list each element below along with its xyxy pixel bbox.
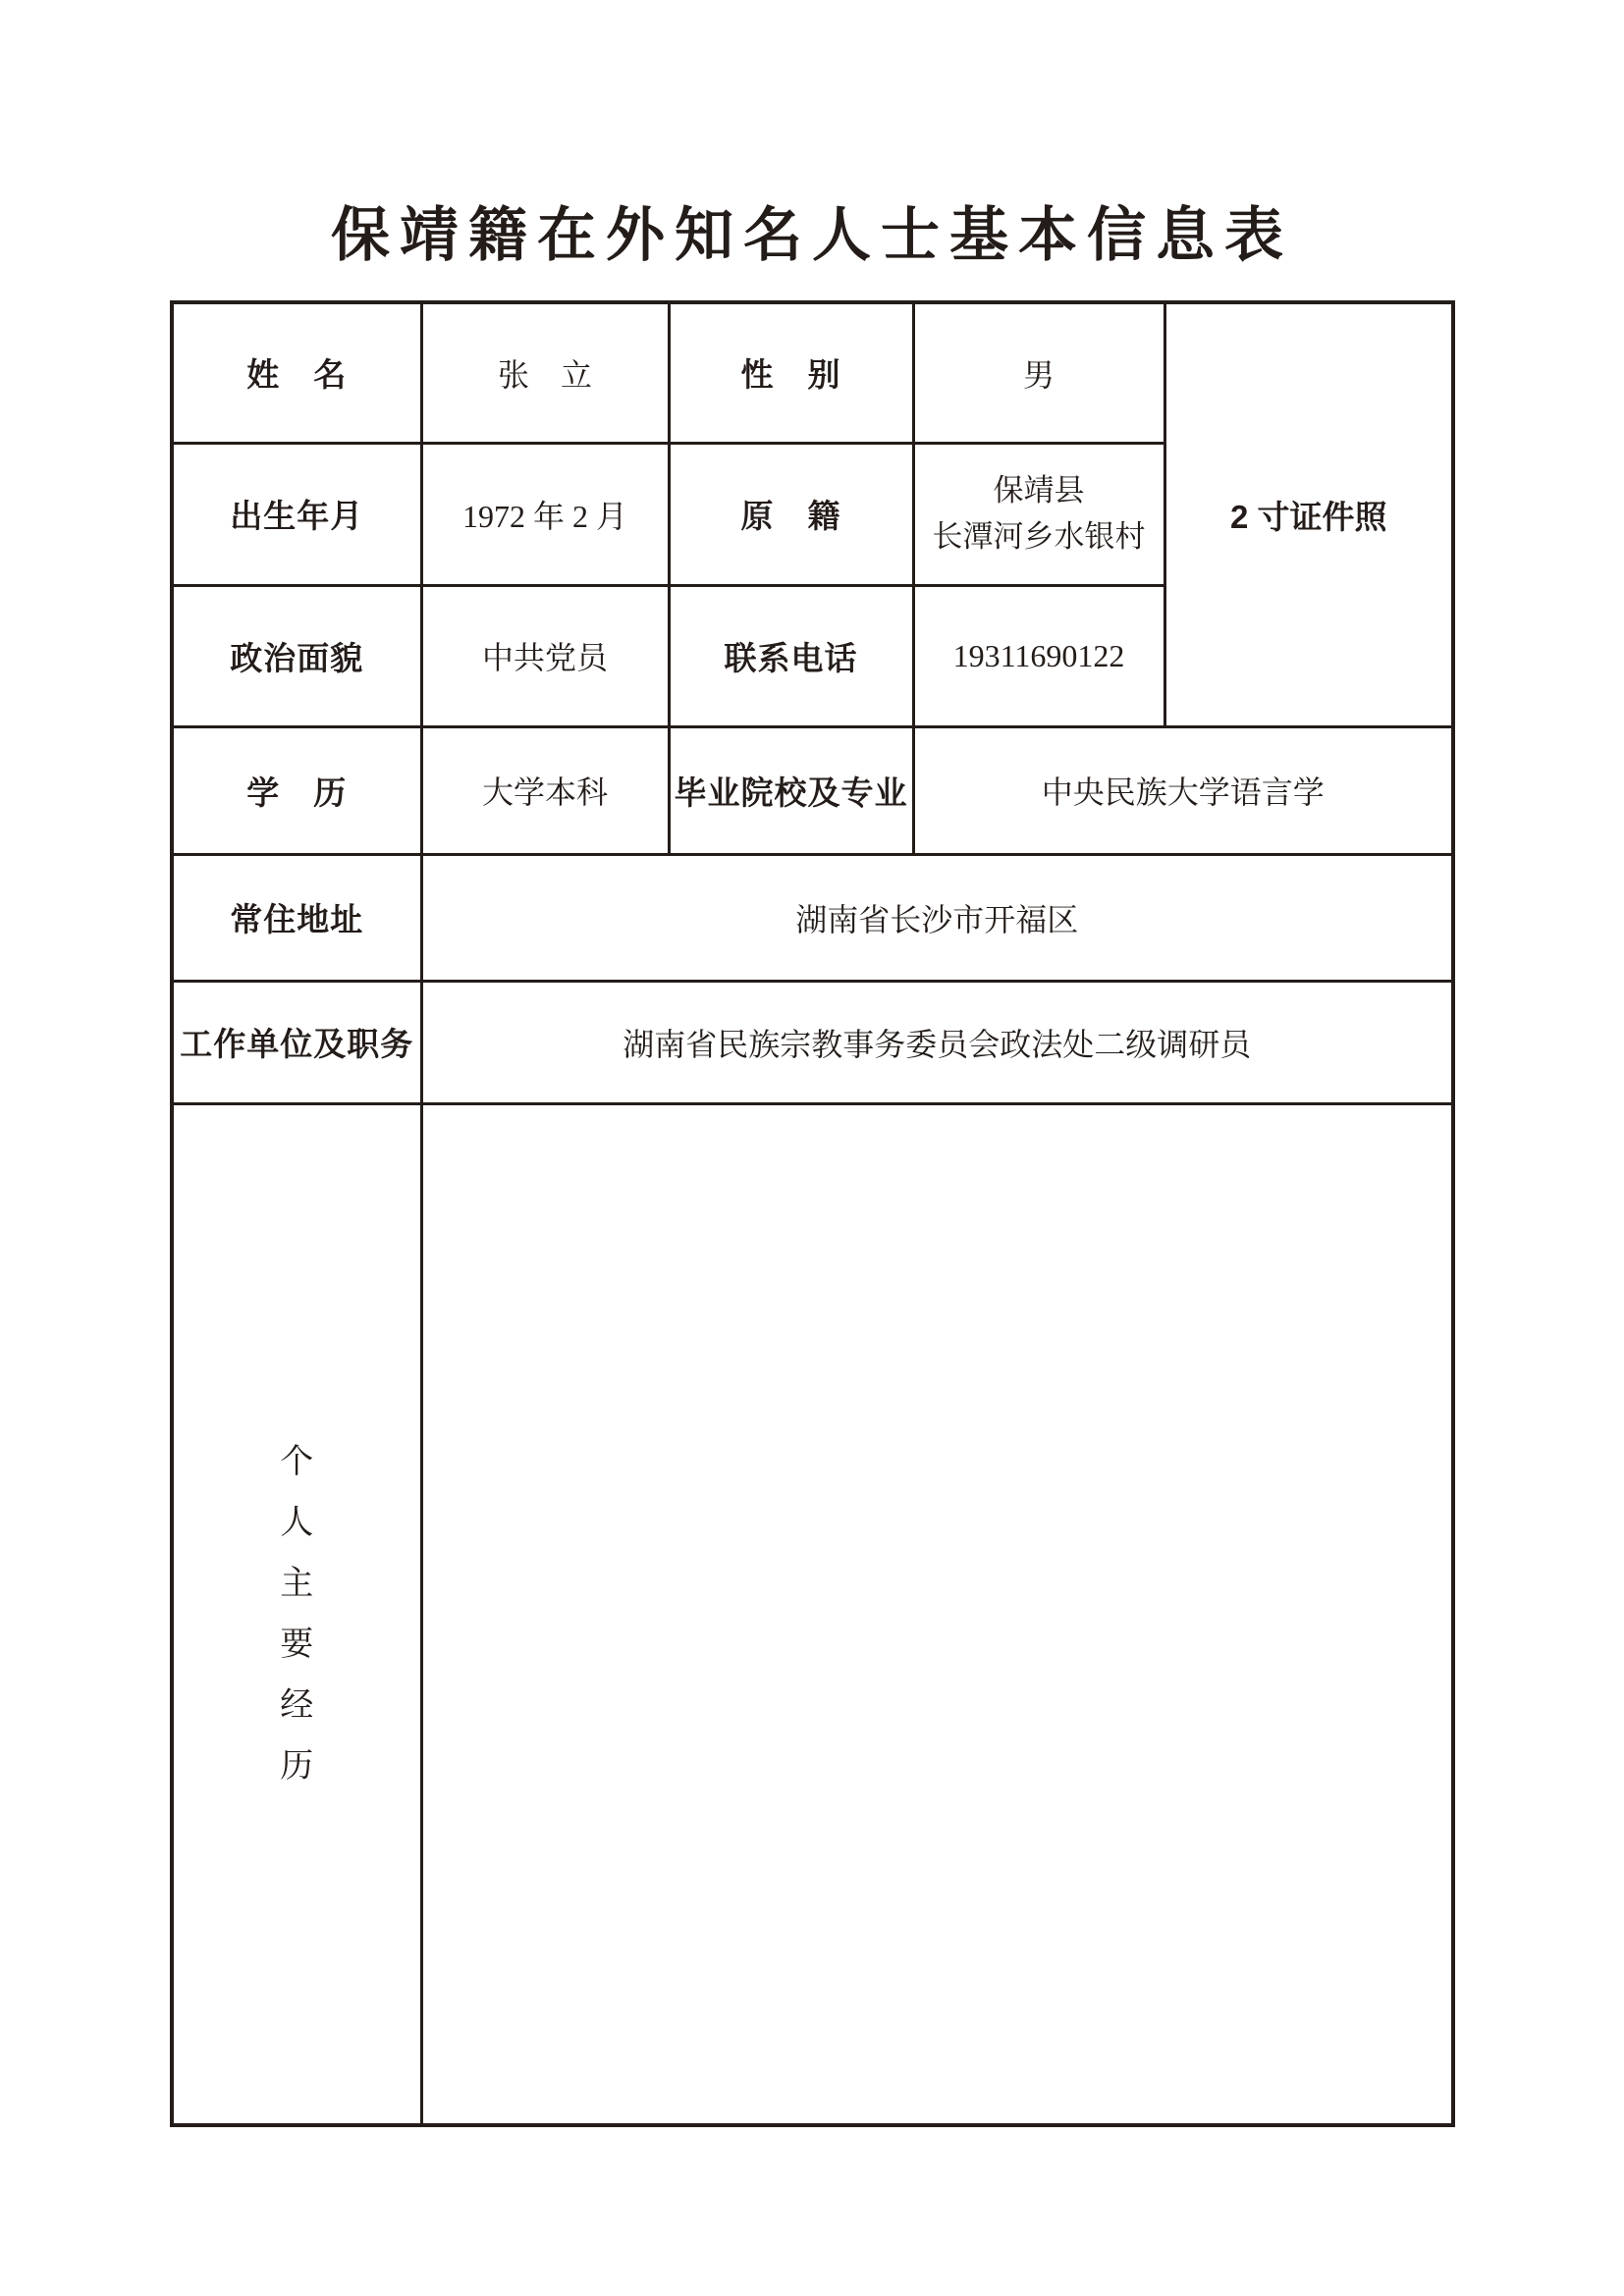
phone-label: 联系电话 bbox=[669, 585, 913, 726]
school-major-value: 中央民族大学语言学 bbox=[913, 726, 1453, 854]
origin-label: 原 籍 bbox=[669, 443, 913, 585]
origin-value-line2: 长潭河乡水银村 bbox=[932, 518, 1146, 554]
experience-label bbox=[172, 1103, 421, 2125]
experience-char: 历 bbox=[280, 1746, 314, 1785]
row-education-school bbox=[172, 726, 1453, 854]
gender-value: 男 bbox=[913, 302, 1164, 443]
birth-value: 1972 年 2 月 bbox=[421, 443, 669, 585]
origin-value bbox=[913, 443, 1164, 585]
row-address bbox=[172, 854, 1453, 981]
political-status-value: 中共党员 bbox=[421, 585, 669, 726]
school-major-label: 毕业院校及专业 bbox=[669, 726, 913, 854]
page-title: 保靖籍在外知名人士基本信息表 bbox=[331, 203, 1293, 268]
gender-label: 性 别 bbox=[669, 302, 913, 443]
address-value: 湖南省长沙市开福区 bbox=[421, 854, 1453, 981]
photo-placeholder-cell: 2 寸证件照 bbox=[1164, 302, 1453, 726]
row-work-unit bbox=[172, 981, 1453, 1103]
political-status-label: 政治面貌 bbox=[172, 585, 421, 726]
experience-char: 人 bbox=[280, 1503, 314, 1541]
name-label: 姓 名 bbox=[172, 302, 421, 443]
work-unit-label: 工作单位及职务 bbox=[172, 981, 421, 1103]
education-value: 大学本科 bbox=[421, 726, 669, 854]
experience-char: 经 bbox=[280, 1685, 314, 1724]
experience-label-vertical-text bbox=[178, 1442, 416, 1785]
birth-label: 出生年月 bbox=[172, 443, 421, 585]
address-label: 常住地址 bbox=[172, 854, 421, 981]
phone-value: 19311690122 bbox=[913, 585, 1164, 726]
work-unit-value: 湖南省民族宗教事务委员会政法处二级调研员 bbox=[421, 981, 1453, 1103]
experience-char: 个 bbox=[280, 1442, 314, 1480]
experience-char: 要 bbox=[280, 1625, 314, 1663]
experience-value bbox=[421, 1103, 1453, 2125]
experience-char: 主 bbox=[280, 1564, 314, 1602]
origin-value-line1: 保靖县 bbox=[993, 473, 1085, 507]
info-table bbox=[170, 300, 1455, 2127]
name-value: 张 立 bbox=[421, 302, 669, 443]
row-name-gender bbox=[172, 302, 1453, 443]
row-experience bbox=[172, 1103, 1453, 2125]
education-label: 学 历 bbox=[172, 726, 421, 854]
